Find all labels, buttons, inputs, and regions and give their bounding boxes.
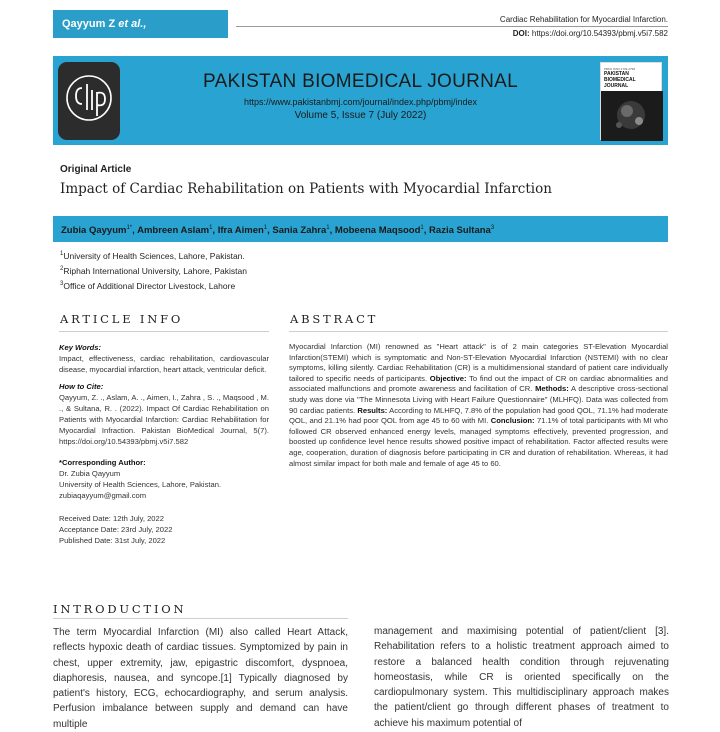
abstract-body bbox=[289, 342, 668, 469]
published-date: Published Date: 31st July, 2022 bbox=[59, 536, 166, 545]
affiliation-text: Riphah International University, Lahore, Pakistan bbox=[63, 265, 247, 276]
affiliations bbox=[60, 248, 247, 292]
article-info-heading: ARTICLE INFO bbox=[60, 312, 184, 326]
author-sup: 1 bbox=[263, 225, 268, 231]
cover-title-3: JOURNAL bbox=[604, 83, 629, 89]
running-header-right bbox=[500, 13, 668, 41]
author-name: Ambreen Aslam bbox=[137, 225, 210, 237]
keywords-label: Key Words: bbox=[59, 343, 102, 352]
introduction-heading: INTRODUCTION bbox=[53, 602, 187, 616]
results-label: Results: bbox=[357, 405, 388, 415]
running-author-tab bbox=[53, 10, 228, 38]
received-date: Received Date: 12th July, 2022 bbox=[59, 514, 164, 523]
corresponding-label: *Corresponding Author: bbox=[59, 458, 146, 467]
cite-label: How to Cite: bbox=[59, 382, 104, 391]
affiliation-sup: 2 bbox=[60, 265, 64, 272]
doi-link[interactable]: https://doi.org/10.54393/pbmj.v5i7.582 bbox=[531, 29, 668, 38]
running-title: Cardiac Rehabilitation for Myocardial Infarction. bbox=[499, 15, 668, 24]
cite-text: Qayyum, Z. ., Aslam, A. ., Aimen, I., Zahra , S. ., Maqsood , M. ., & Sultana, R. . (2022). Impact Of Cardiac Rehabilitation on Patients with Myocardial Infarction: Cardiac Rehabilitation for Myocardial Infraction. Pakistan BioMedical Journal, 5(7). https://doi.org/10.54393/pbmj.v5i7.582 bbox=[59, 393, 269, 446]
keywords-text: Impact, effectiveness, cardiac rehabilitation, cardiovascular disease, myocardial infarction, heart attack, ventricular deficit. bbox=[59, 354, 269, 374]
journal-url[interactable]: https://www.pakistanbmj.com/journal/index.php/pbmj/index bbox=[243, 97, 478, 107]
abstract-intro: Myocardial Infarction (MI) renowned as "Heart attack" is of 2 main categories ST-Elevation Myocardial Infarction(STEMI) which is symptomatic and Non-ST-Elevation Myocardial Infarction (NSTEMI) with no clear symptoms, killing silently. Cardiac Rehabilitation (CR) is a multidimensional standard of patient care individually tailored to specific needs of participants. bbox=[289, 342, 668, 383]
article-title: Impact of Cardiac Rehabilitation on Patients with Myocardial Infarction bbox=[60, 181, 552, 197]
cover-title-1: PAKISTAN bbox=[604, 71, 629, 77]
article-info-rule bbox=[59, 331, 269, 332]
author-name: Zubia Qayyum bbox=[61, 225, 127, 237]
journal-cover-image bbox=[600, 62, 662, 140]
doi-line bbox=[500, 27, 668, 41]
introduction-rule bbox=[53, 618, 348, 619]
author-sup: 1 bbox=[326, 225, 330, 231]
affiliation-item bbox=[60, 263, 247, 278]
results-text: According to MLHFQ, 7.8% of the population had good QOL, 71.1% had moderate QOL, and 21.1% had poor QOL from age 45 to 60 with MI. bbox=[289, 405, 668, 426]
affiliation-sup: 1 bbox=[60, 251, 64, 257]
author-sup: 3 bbox=[490, 225, 495, 231]
doi-label: DOI: bbox=[512, 29, 530, 38]
introduction-column-2: management and maximising potential of patient/client [3]. Rehabilitation refers to a holistic treatment approach aimed to restore a balanced health condition through rejuvenating homeostasis, while CR is oriented specifically on the cardiopulmonary system. This multidisciplinary approach makes the patient/client go through different phases of treatment to achieve his maximum potential of bbox=[374, 626, 669, 729]
cover-title-2: BIOMEDICAL bbox=[604, 77, 636, 83]
author-name: Sania Zahra bbox=[272, 225, 327, 237]
cover-issn: PBMJ ISSN 2709-2798 bbox=[604, 67, 636, 71]
corresponding-email[interactable]: zubiaqayyum@gmail.com bbox=[59, 491, 147, 500]
objective-label: Objective: bbox=[429, 373, 467, 383]
affiliation-text: Office of Additional Director Livestock, Lahore bbox=[63, 280, 236, 291]
corresponding-affiliation: University of Health Sciences, Lahore, Pakistan. bbox=[59, 480, 222, 489]
article-info bbox=[59, 342, 269, 546]
author-bar: Zubia Qayyum$^{1*}$, Ambreen Aslam$^1$, Ifra Aimen$^1$, Sania Zahra$^1$, Mobeena Maqsood$^1$, Razia Sultana$^3$ bbox=[53, 216, 668, 242]
affiliation-item bbox=[60, 278, 247, 293]
author-name: Razia Sultana bbox=[429, 225, 491, 237]
conclusion-label: Conclusion: bbox=[490, 416, 535, 426]
author-sup: 1 bbox=[209, 225, 213, 231]
conclusion-text: 71.1% of total participants with MI who followed CR observed enhanced energy levels, managed symptoms effectively, prevented progression, and boosted up confidence level hence results showed positive impact of rehabilitation. Factor affected results were age, cooperation, duration of diagnosis before participating in CR and duration of rehabilitation. Whereas, it had almost similar impact for both male and female of age 45 to 60. bbox=[289, 416, 668, 468]
introduction-column-1: The term Myocardial Infarction (MI) also called Heart Attack, reflects hypoxic death of cardiac tissues. Symptomized by pain in chest, upper extremity, jaw, epigastric discomfort, dyspnoea, diaphoresis, nausea, and syncope.[1] Typically diagnosed by patient's history, ECG, echocardiography, and serum analysis. Perfusion imbalance between supply and demand can have multiple bbox=[53, 627, 348, 730]
cover-artwork-icon bbox=[601, 91, 663, 141]
author-sup: 1* bbox=[126, 225, 133, 231]
journal-banner bbox=[53, 56, 668, 145]
affiliation-sup: 3 bbox=[60, 280, 64, 287]
corresponding-name: Dr. Zubia Qayyum bbox=[59, 469, 121, 478]
methods-label: Methods: bbox=[535, 384, 569, 394]
affiliation-item bbox=[60, 248, 247, 263]
journal-title: PAKISTAN BIOMEDICAL JOURNAL bbox=[203, 71, 518, 92]
accepted-date: Acceptance Date: 23rd July, 2022 bbox=[59, 525, 173, 534]
running-author: Qayyum Z bbox=[62, 18, 116, 30]
author-name: Mobeena Maqsood bbox=[334, 225, 421, 237]
running-author-etal: et al., bbox=[118, 18, 147, 30]
journal-issue: Volume 5, Issue 7 (July 2022) bbox=[294, 110, 427, 121]
abstract-rule bbox=[289, 331, 668, 332]
methods-text: A descriptive cross-sectional study was done via "The Minnesota Living with Heart Failure Questionnaire" (MLHFQ). Data was collected from 90 cardiac patients. bbox=[289, 384, 668, 415]
author-sup: 1 bbox=[420, 225, 424, 231]
author-name: Ifra Aimen bbox=[217, 225, 264, 237]
objective-text: To find out the impact of CR on cardiac abnormalities and associated malfunctions and promote awareness and facilitation of CR. bbox=[289, 373, 668, 394]
article-type: Original Article bbox=[60, 164, 132, 175]
abstract-heading: ABSTRACT bbox=[290, 312, 379, 326]
affiliation-text: University of Health Sciences, Lahore, Pakistan. bbox=[63, 250, 245, 261]
